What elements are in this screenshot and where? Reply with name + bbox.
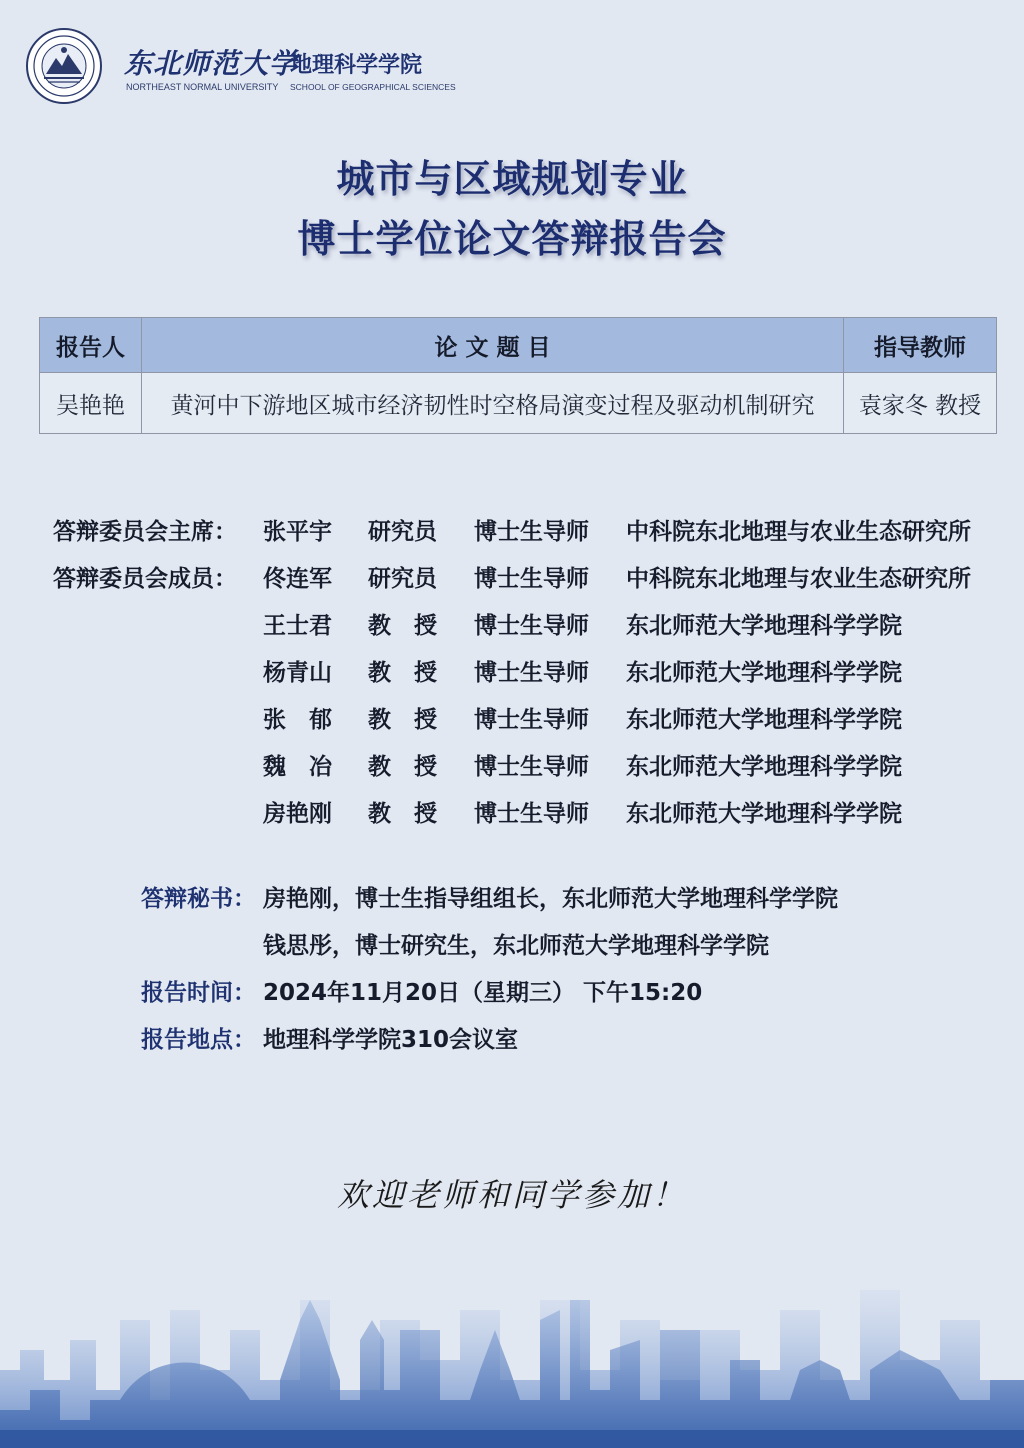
member-institution: 东北师范大学地理科学学院 xyxy=(626,754,902,780)
welcome-message: 欢迎老师和同学参加！ xyxy=(336,1176,687,1214)
member-title: 教 授 xyxy=(368,801,437,827)
city-skyline-illustration xyxy=(0,1280,1024,1448)
member-role: 博士生导师 xyxy=(474,754,589,780)
member-title: 教 授 xyxy=(368,707,437,733)
member-name: 王士君 xyxy=(263,613,332,639)
member-role: 博士生导师 xyxy=(474,566,589,592)
secretary-line: 房艳刚，博士生指导组组长，东北师范大学地理科学学院 xyxy=(263,886,838,912)
member-name: 杨青山 xyxy=(263,660,332,686)
presenter-cell: 吴艳艳 xyxy=(40,373,142,434)
member-institution: 中科院东北地理与农业生态研究所 xyxy=(626,519,971,545)
advisor-cell: 袁家冬 教授 xyxy=(844,373,997,434)
secretary-line: 钱思彤，博士研究生，东北师范大学地理科学学院 xyxy=(263,933,769,959)
member-title: 研究员 xyxy=(368,566,437,592)
page-title-line1: 城市与区域规划专业 xyxy=(336,157,688,201)
member-institution: 东北师范大学地理科学学院 xyxy=(626,660,902,686)
member-title: 教 授 xyxy=(368,754,437,780)
school-name-cn: 地理科学学院 xyxy=(290,53,423,78)
page-title-line2: 博士学位论文答辩报告会 xyxy=(297,217,727,261)
member-name: 佟连军 xyxy=(263,566,332,592)
location-value: 地理科学学院310会议室 xyxy=(263,1027,519,1053)
chair-label: 答辩委员会主席： xyxy=(53,519,237,545)
member-name: 张 郁 xyxy=(263,707,332,733)
member-institution: 东北师范大学地理科学学院 xyxy=(626,613,902,639)
member-name: 房艳刚 xyxy=(263,801,332,827)
university-header xyxy=(26,28,486,108)
member-name: 魏 冶 xyxy=(263,754,332,780)
member-name: 张平宇 xyxy=(263,519,332,545)
member-role: 博士生导师 xyxy=(474,613,589,639)
time-label: 报告时间： xyxy=(141,980,256,1006)
member-role: 博士生导师 xyxy=(474,707,589,733)
member-institution: 东北师范大学地理科学学院 xyxy=(626,801,902,827)
member-title: 研究员 xyxy=(368,519,437,545)
school-name-en: SCHOOL OF GEOGRAPHICAL SCIENCES xyxy=(290,82,456,92)
member-role: 博士生导师 xyxy=(474,519,589,545)
member-title: 教 授 xyxy=(368,660,437,686)
member-institution: 东北师范大学地理科学学院 xyxy=(626,707,902,733)
column-header-presenter: 报告人 xyxy=(40,318,142,373)
location-label: 报告地点： xyxy=(141,1027,256,1053)
table-row xyxy=(40,373,997,434)
member-institution: 中科院东北地理与农业生态研究所 xyxy=(626,566,971,592)
member-role: 博士生导师 xyxy=(474,801,589,827)
university-name-cn: 东北师范大学 xyxy=(124,47,299,80)
university-seal-icon xyxy=(26,28,102,104)
column-header-advisor: 指导教师 xyxy=(844,318,997,373)
secretary-label: 答辩秘书： xyxy=(141,886,256,912)
report-table xyxy=(39,317,997,434)
members-label: 答辩委员会成员： xyxy=(53,566,237,592)
university-name-en: NORTHEAST NORMAL UNIVERSITY xyxy=(126,82,279,92)
time-value: 2024年11月20日（星期三） 下午15:20 xyxy=(263,980,703,1006)
table-header-row xyxy=(40,318,997,373)
thesis-title-cell: 黄河中下游地区城市经济韧性时空格局演变过程及驱动机制研究 xyxy=(142,373,844,434)
member-title: 教 授 xyxy=(368,613,437,639)
column-header-thesis-title: 论 文 题 目 xyxy=(142,318,844,373)
member-role: 博士生导师 xyxy=(474,660,589,686)
